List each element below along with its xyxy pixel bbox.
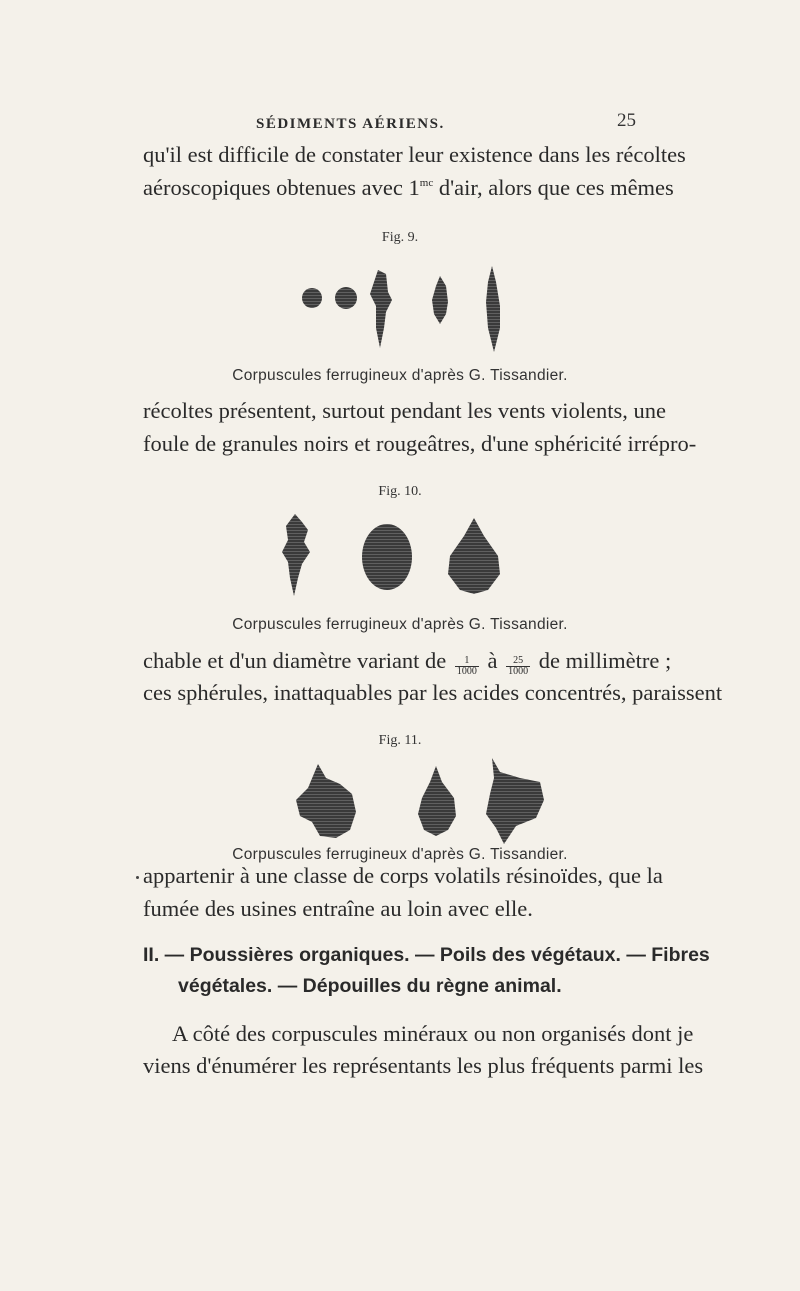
fraction-1-numerator: 1 <box>455 656 479 667</box>
fig11-label: Fig. 11. <box>378 733 422 748</box>
running-head-title: SÉDIMENTS AÉRIENS. <box>256 116 445 132</box>
corpuscle-elongated <box>370 270 392 348</box>
corpuscle-cluster <box>296 764 356 838</box>
fig11-illustration <box>0 758 800 850</box>
para2-line2: foule de granules noirs et rougeâtres, d'une sphéricité irrépro- <box>143 431 697 456</box>
running-head <box>0 110 800 138</box>
corpuscle-pear <box>448 518 500 594</box>
para3-line1-a: chable et d'un diamètre variant de <box>143 648 452 673</box>
para1-line2 <box>143 175 674 201</box>
margin-mark <box>136 876 139 879</box>
corpuscle-sphere <box>302 288 322 308</box>
corpuscle-drop <box>432 276 448 324</box>
para3-line1-mid: à <box>481 648 504 673</box>
page-number: 25 <box>617 110 636 131</box>
fig10-label: Fig. 10. <box>378 484 422 499</box>
fig9-illustration <box>0 262 800 362</box>
corpuscle-sphere <box>335 287 357 309</box>
para4-line2: fumée des usines entraîne au loin avec elle. <box>143 896 533 921</box>
para2-line1: récoltes présentent, surtout pendant les vents violents, une <box>143 398 666 423</box>
para5-line1: A côté des corpuscules minéraux ou non organisés dont je <box>172 1021 694 1046</box>
corpuscle-branched <box>282 514 310 596</box>
fraction-1-denominator: 1000 <box>456 666 477 677</box>
fig11-caption: Corpuscules ferrugineux d'après G. Tissandier. <box>232 846 568 863</box>
para3-line1 <box>143 648 671 677</box>
fig9-caption: Corpuscules ferrugineux d'après G. Tissandier. <box>232 367 568 384</box>
para3-line1-b: de millimètre ; <box>533 648 672 673</box>
fraction-2 <box>506 656 530 677</box>
para3-line2: ces sphérules, inattaquables par les acides concentrés, paraissent <box>143 680 723 705</box>
corpuscle-irregular <box>486 758 544 844</box>
fraction-2-numerator: 25 <box>506 656 530 667</box>
fig10-illustration <box>0 512 800 602</box>
para4-line1: appartenir à une classe de corps volatils résinoïdes, que la <box>143 863 663 888</box>
corpuscle-spindle <box>486 266 500 352</box>
para1-line1: qu'il est difficile de constater leur existence dans les récoltes <box>143 142 686 167</box>
para1-line2-b: d'air, alors que ces mêmes <box>433 175 674 200</box>
section-heading-line2: végétales. — Dépouilles du règne animal. <box>178 975 562 997</box>
para1-line2-a: aéroscopiques obtenues avec 1 <box>143 175 420 200</box>
fraction-2-denominator: 1000 <box>508 666 529 677</box>
corpuscle-ovoid <box>362 524 412 590</box>
corpuscle-drop <box>418 766 456 836</box>
fig10-caption: Corpuscules ferrugineux d'après G. Tissandier. <box>232 616 568 633</box>
para1-line2-sup: mc <box>419 177 434 189</box>
para5-line2: viens d'énumérer les représentants les plus fréquents parmi les <box>143 1053 704 1078</box>
section-heading-line1: II. — Poussières organiques. — Poils des végétaux. — Fibres <box>143 944 710 966</box>
fig9-label: Fig. 9. <box>381 230 419 245</box>
fraction-1 <box>455 656 479 677</box>
